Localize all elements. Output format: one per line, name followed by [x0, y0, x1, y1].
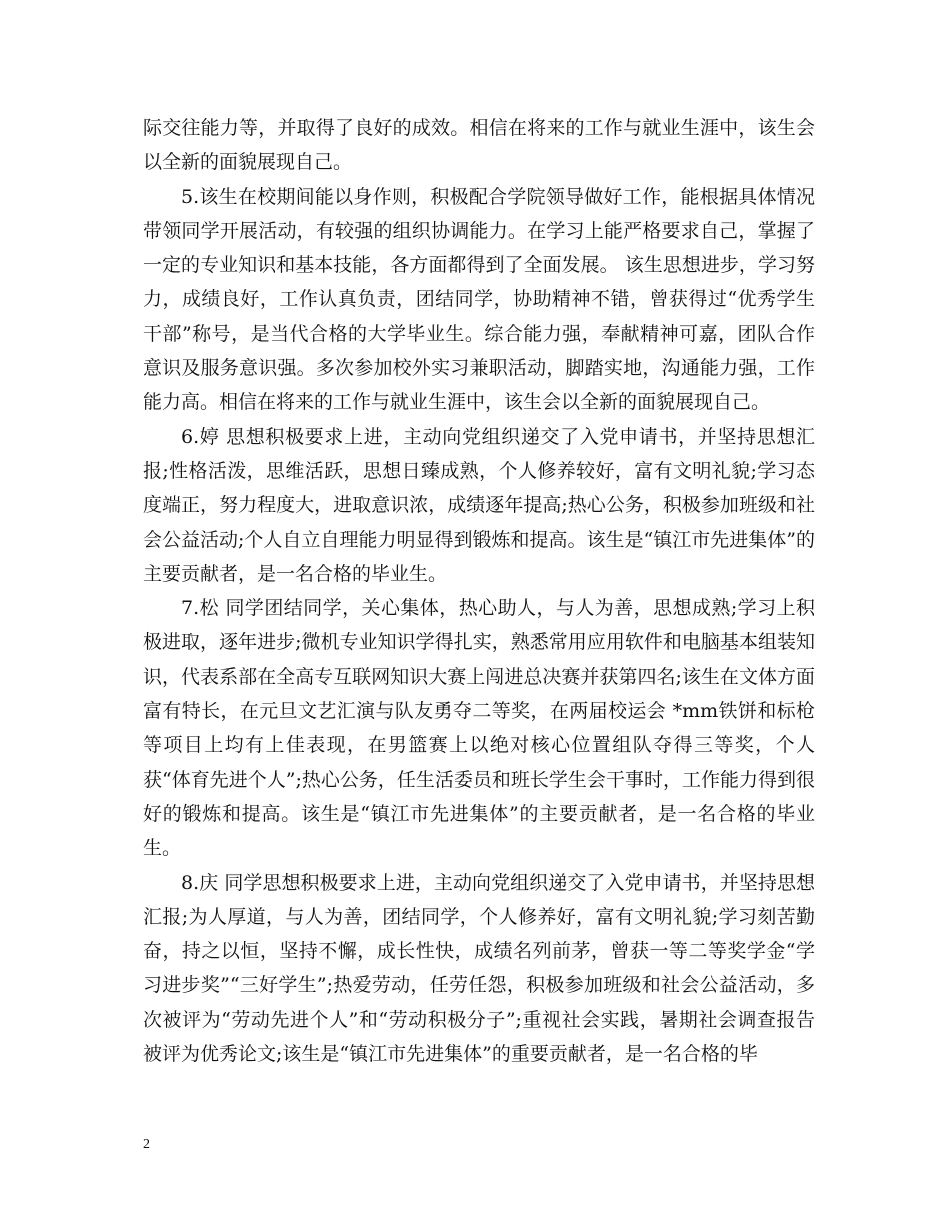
paragraph-item-8: 8.庆 同学思想积极要求上进，主动向党组织递交了入党申请书，并坚持思想汇报;为人厚道，与人为善，团结同学，个人修养好，富有文明礼貌;学习刻苦勤奋，持之以恒，坚持不懈，成长性快，成绩名列前茅，曾获一等二等奖学金“学习进步奖”“三好学生”;热爱劳动，任劳任怨，积极参加班级和社会公益活动，多次被评为“劳动先进个人”和“劳动积极分子”;重视社会实践，暑期社会调查报告被评为优秀论文;该生是“镇江市先进集体”的重要贡献者，是一名合格的毕 [143, 871, 815, 1066]
paragraph-item-6: 6.婷 思想积极要求上进，主动向党组织递交了入党申请书，并坚持思想汇报;性格活泼，思维活跃，思想日臻成熟，个人修养较好，富有文明礼貌;学习态度端正，努力程度大，进取意识浓，成绩逐年提高;热心公务，积极参加班级和社会公益活动;个人自立自理能力明显得到锻炼和提高。该生是“镇江市先进集体”的主要贡献者，是一名合格的毕业生。 [143, 425, 815, 585]
paragraph-item-5: 5.该生在校期间能以身作则，积极配合学院领导做好工作，能根据具体情况带领同学开展活动，有较强的组织协调能力。在学习上能严格要求自己，掌握了一定的专业知识和基本技能，各方面都得到了全面发展。 该生思想进步，学习努力，成绩良好，工作认真负责，团结同学，协助精神不错，曾获得过“优秀学生干部”称号，是当代合格的大学毕业生。综合能力强，奉献精神可嘉，团队合作意识及服务意识强。多次参加校外实习兼职活动，脚踏实地，沟通能力强，工作能力高。相信在将来的工作与就业生涯中，该生会以全新的面貌展现自己。 [143, 185, 815, 414]
paragraph-item-7: 7.松 同学团结同学，关心集体，热心助人，与人为善，思想成熟;学习上积极进取，逐年进步;微机专业知识学得扎实，熟悉常用应用软件和电脑基本组装知识，代表系部在全高专互联网知识大赛上闯进总决赛并获第四名;该生在文体方面富有特长，在元旦文艺汇演与队友勇夺二等奖，在两届校运会 *mm铁饼和标枪等项目上均有上佳表现，在男篮赛上以绝对核心位置组队夺得三等奖，个人获“体育先进个人”;热心公务，任生活委员和班长学生会干事时，工作能力得到很好的锻炼和提高。该生是“镇江市先进集体”的主要贡献者，是一名合格的毕业生。 [143, 597, 815, 860]
paragraph-continuation: 际交往能力等，并取得了良好的成效。相信在将来的工作与就业生涯中，该生会以全新的面貌展现自己。 [143, 117, 815, 174]
page-number: 2 [143, 1137, 150, 1152]
document-body [143, 111, 815, 1071]
